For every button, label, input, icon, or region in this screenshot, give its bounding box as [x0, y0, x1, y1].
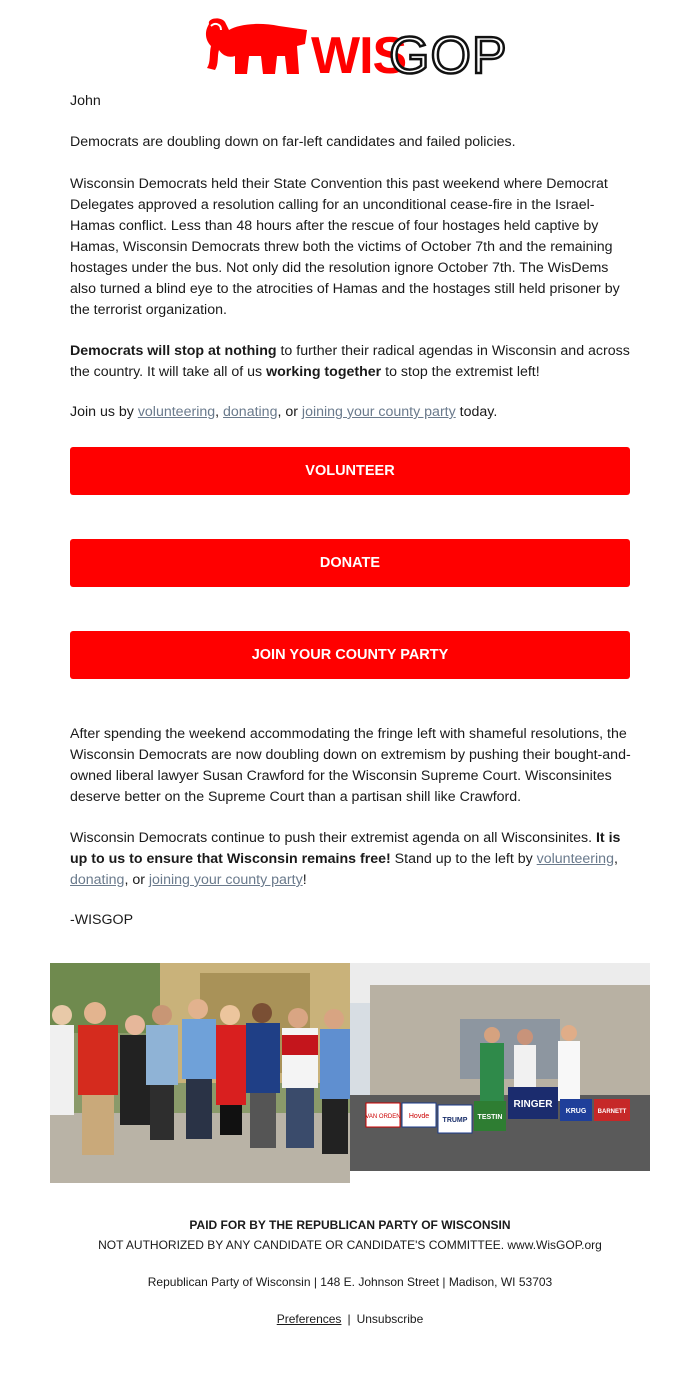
bold-working-together: working together — [266, 364, 382, 380]
greeting: John — [70, 93, 101, 109]
join-county-party-link[interactable]: joining your county party — [301, 404, 456, 420]
bold-wisconsin-free: It is up to us to ensure that Wisconsin remains free! — [70, 830, 621, 867]
join-us-paragraph — [70, 402, 632, 423]
stand-up-paragraph — [70, 828, 632, 891]
para5-sep2: , or — [124, 872, 149, 888]
donating-link-2[interactable]: donating — [70, 872, 125, 888]
para3-text1: Join us by — [70, 404, 138, 420]
not-authorized-disclaimer: NOT AUTHORIZED BY ANY CANDIDATE OR CANDIDATE'S COMMITTEE. www.WisGOP.org — [98, 1238, 602, 1252]
sign-krug: KRUG — [565, 1108, 587, 1115]
para3-text2: today. — [455, 404, 498, 420]
para2-text1: to further their radical agendas in Wisconsin and across the country. It will take all of us — [70, 343, 630, 380]
mailing-address: Republican Party of Wisconsin | 148 E. Johnson Street | Madison, WI 53703 — [147, 1275, 553, 1289]
footer-divider: | — [347, 1312, 351, 1326]
volunteering-link-2[interactable]: volunteering — [536, 851, 614, 867]
para5-text3: ! — [302, 872, 307, 888]
intro-paragraph: Democrats are doubling down on far-left candidates and failed policies. — [70, 134, 516, 150]
para3-sep1: , — [215, 404, 224, 420]
donate-button[interactable]: DONATE — [70, 539, 630, 587]
sign-hovde: Hovde — [408, 1113, 430, 1120]
sign-trump: TRUMP — [442, 1117, 468, 1124]
para3-sep2: , or — [277, 404, 302, 420]
para5-text1: Wisconsin Democrats continue to push their extremist agenda on all Wisconsinites. — [70, 830, 596, 846]
volunteer-button[interactable]: VOLUNTEER — [70, 447, 630, 495]
stop-at-nothing-paragraph — [70, 341, 632, 383]
wisgop-logo — [199, 16, 508, 85]
group-people — [50, 999, 350, 1155]
footer-links — [0, 1312, 700, 1326]
photo-collage — [50, 963, 650, 1183]
paid-for-text: PAID FOR BY THE REPUBLICAN PARTY OF WISCONSIN — [189, 1218, 511, 1232]
group-photo — [50, 963, 350, 1183]
preferences-link[interactable]: Preferences — [276, 1312, 342, 1326]
sign-barnett: BARNETT — [597, 1109, 627, 1115]
convention-paragraph: Wisconsin Democrats held their State Convention this past weekend where Democrat Delegates approved a resolution calling for an unconditional cease-fire in the Israel-Hamas conflict. Less than 48 hours after the rescue of four hostages held captive by Hamas, Wisconsin Democrats threw both the victims of October 7th and the remaining hostages under the bus. Not only did the resolution ignore October 7th. The WisDems also turned a blind eye to the atrocities of Hamas and the hostages still held prisoner by the terrorist organization. — [70, 176, 620, 318]
sign-testin: TESTIN — [477, 1114, 503, 1121]
unsubscribe-link[interactable]: Unsubscribe — [356, 1312, 424, 1326]
para2-text2: to stop the extremist left! — [381, 364, 540, 380]
logo-gop-text: GOP — [389, 27, 508, 85]
elephant-icon — [199, 16, 311, 78]
sign-ringer: RINGER — [513, 1099, 553, 1110]
signoff: -WISGOP — [70, 912, 134, 928]
para5-text2: Stand up to the left by — [390, 851, 537, 867]
yard-signs-photo — [350, 963, 650, 1171]
logo-wis-text: WIS — [311, 27, 407, 85]
crawford-paragraph: After spending the weekend accommodating the fringe left with shameful resolutions, the Wisconsin Democrats are now doubling down on extremism by pushing their bought-and-owned liberal lawyer Susan Crawford for the Wisconsin Supreme Court. Wisconsinites deserve better on the Supreme Court than a partisan shill like Crawford. — [70, 726, 631, 805]
sign-van-orden: VAN ORDEN — [365, 1114, 401, 1120]
bold-stop-at-nothing: Democrats will stop at nothing — [70, 343, 277, 359]
para5-sep1: , — [613, 851, 618, 867]
paid-for-disclaimer — [0, 1218, 700, 1232]
volunteering-link[interactable]: volunteering — [137, 404, 216, 420]
join-county-party-button[interactable]: JOIN YOUR COUNTY PARTY — [70, 631, 630, 679]
join-county-party-link-2[interactable]: joining your county party — [148, 872, 303, 888]
donating-link[interactable]: donating — [223, 404, 278, 420]
